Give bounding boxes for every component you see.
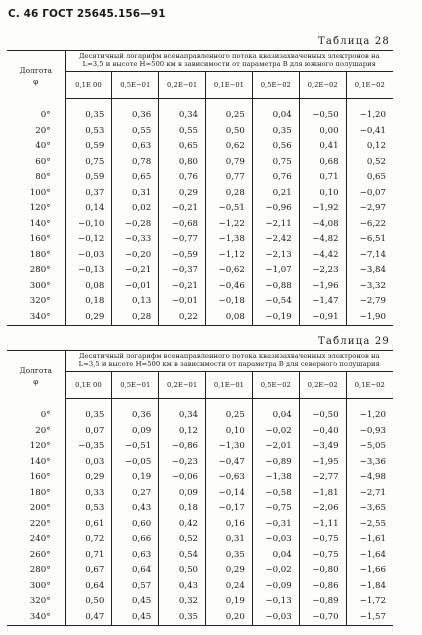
value-cell: 0,09 xyxy=(159,486,206,502)
value-cell: 0,12 xyxy=(159,424,206,440)
value-cell: −0,75 xyxy=(299,532,346,548)
value-cell: 0,00 xyxy=(299,124,346,140)
longitude-cell: 140° xyxy=(29,218,51,229)
value-cell: 0,77 xyxy=(206,170,253,186)
value-cell: 0,50 xyxy=(159,563,206,579)
value-cell: −0,21 xyxy=(159,279,206,295)
value-cell: −0,03 xyxy=(252,610,299,626)
value-cell: 0,50 xyxy=(65,594,112,610)
value-cell: 0,76 xyxy=(159,170,206,186)
table-row xyxy=(7,579,393,595)
value-cell: 0,35 xyxy=(252,124,299,140)
value-cell: 0,55 xyxy=(159,124,206,140)
table-row xyxy=(7,610,393,626)
table-row xyxy=(7,310,393,326)
value-cell: −0,68 xyxy=(159,217,206,233)
value-cell: 0,53 xyxy=(65,124,112,140)
value-cell: −1,72 xyxy=(346,594,393,610)
value-cell: 0,54 xyxy=(159,548,206,564)
value-cell: 0,64 xyxy=(65,579,112,595)
value-cell: −3,65 xyxy=(346,501,393,517)
value-cell: 0,33 xyxy=(65,486,112,502)
value-cell: −0,51 xyxy=(112,439,159,455)
value-cell: −0,35 xyxy=(65,439,112,455)
value-cell: −3,49 xyxy=(299,439,346,455)
value-cell: 0,50 xyxy=(206,124,253,140)
value-cell: −2,79 xyxy=(346,294,393,310)
value-cell: −1,11 xyxy=(299,517,346,533)
value-cell: −0,58 xyxy=(252,486,299,502)
value-cell: −0,18 xyxy=(206,294,253,310)
longitude-cell: 100° xyxy=(29,187,51,198)
longitude-cell: 320° xyxy=(29,596,51,607)
value-cell: 0,68 xyxy=(299,155,346,171)
value-cell: −0,28 xyxy=(112,217,159,233)
value-cell: −0,19 xyxy=(252,310,299,326)
value-cell: −4,82 xyxy=(299,232,346,248)
value-cell: 0,14 xyxy=(65,201,112,217)
longitude-header xyxy=(7,51,65,99)
longitude-cell: 160° xyxy=(29,234,51,245)
value-cell: 0,31 xyxy=(206,532,253,548)
value-cell: −2,55 xyxy=(346,517,393,533)
value-cell: −0,37 xyxy=(159,263,206,279)
value-cell: −0,75 xyxy=(299,548,346,564)
value-cell: −1,61 xyxy=(346,532,393,548)
value-cell: −0,93 xyxy=(346,424,393,440)
value-cell: −0,13 xyxy=(252,594,299,610)
value-cell: −2,42 xyxy=(252,232,299,248)
value-cell: 0,55 xyxy=(112,124,159,140)
value-cell: 0,66 xyxy=(112,532,159,548)
value-cell: −0,33 xyxy=(112,232,159,248)
page-header: С. 46 ГОСТ 25645.156—91 xyxy=(8,8,166,20)
value-cell: −1,07 xyxy=(252,263,299,279)
value-cell: −1,96 xyxy=(299,279,346,295)
value-cell: −4,42 xyxy=(299,248,346,264)
value-cell: −1,90 xyxy=(346,310,393,326)
value-cell: −0,21 xyxy=(159,201,206,217)
table-row xyxy=(7,217,393,233)
value-cell: −0,63 xyxy=(206,470,253,486)
value-cell: 0,21 xyxy=(252,186,299,202)
column-header: 0,2E−01 xyxy=(159,72,206,99)
value-cell: −0,21 xyxy=(112,263,159,279)
value-cell: 0,20 xyxy=(206,610,253,626)
value-cell: 0,28 xyxy=(206,186,253,202)
longitude-cell: 20° xyxy=(35,425,51,436)
value-cell: 0,04 xyxy=(252,399,299,424)
value-cell: −0,05 xyxy=(112,455,159,471)
column-header: 0,5E−01 xyxy=(112,372,159,399)
value-cell: 0,35 xyxy=(206,548,253,564)
value-cell: −0,03 xyxy=(252,532,299,548)
value-cell: −0,09 xyxy=(252,579,299,595)
value-cell: −0,75 xyxy=(252,501,299,517)
value-cell: −0,23 xyxy=(159,455,206,471)
value-cell: −1,95 xyxy=(299,455,346,471)
value-cell: 0,07 xyxy=(65,424,112,440)
value-cell: −0,47 xyxy=(206,455,253,471)
table-row xyxy=(7,439,393,455)
value-cell: −0,07 xyxy=(346,186,393,202)
value-cell: 0,43 xyxy=(112,501,159,517)
value-cell: 0,45 xyxy=(112,594,159,610)
value-cell: −0,86 xyxy=(299,579,346,595)
column-header: 0,1E 00 xyxy=(65,372,112,399)
value-cell: 0,67 xyxy=(65,563,112,579)
table-row xyxy=(7,532,393,548)
value-cell: −1,30 xyxy=(206,439,253,455)
longitude-cell: 200° xyxy=(29,503,51,514)
value-cell: 0,75 xyxy=(65,155,112,171)
longitude-cell: 0° xyxy=(40,409,51,420)
longitude-cell: 0° xyxy=(40,109,51,120)
value-cell: 0,12 xyxy=(346,139,393,155)
value-cell: −0,59 xyxy=(159,248,206,264)
value-cell: −1,20 xyxy=(346,399,393,424)
value-cell: −0,50 xyxy=(299,99,346,124)
value-cell: 0,35 xyxy=(65,399,112,424)
value-cell: −0,86 xyxy=(159,439,206,455)
value-cell: 0,62 xyxy=(206,139,253,155)
value-cell: 0,29 xyxy=(65,310,112,326)
table-row xyxy=(7,186,393,202)
longitude-cell: 80° xyxy=(35,172,51,183)
value-cell: −1,38 xyxy=(252,470,299,486)
longitude-cell: 140° xyxy=(29,456,51,467)
value-cell: −0,80 xyxy=(299,563,346,579)
longitude-cell: 180° xyxy=(29,249,51,260)
value-cell: −0,13 xyxy=(65,263,112,279)
value-cell: 0,29 xyxy=(65,470,112,486)
column-header: 0,5E−01 xyxy=(112,72,159,99)
value-cell: 0,45 xyxy=(112,610,159,626)
value-cell: −0,62 xyxy=(206,263,253,279)
value-cell: 0,42 xyxy=(159,517,206,533)
value-cell: −0,91 xyxy=(299,310,346,326)
value-cell: 0,65 xyxy=(112,170,159,186)
value-cell: −1,20 xyxy=(346,99,393,124)
value-cell: 0,27 xyxy=(112,486,159,502)
longitude-cell: 120° xyxy=(29,203,51,214)
value-cell: 0,52 xyxy=(346,155,393,171)
longitude-header-symbol: φ xyxy=(33,377,39,386)
table-row xyxy=(7,563,393,579)
value-cell: −1,47 xyxy=(299,294,346,310)
value-cell: −0,02 xyxy=(252,424,299,440)
value-cell: 0,60 xyxy=(112,517,159,533)
column-header: 0,1E−01 xyxy=(206,72,253,99)
value-cell: 0,24 xyxy=(206,579,253,595)
value-cell: −0,51 xyxy=(206,201,253,217)
value-cell: 0,35 xyxy=(159,610,206,626)
longitude-cell: 180° xyxy=(29,487,51,498)
value-cell: −2,11 xyxy=(252,217,299,233)
value-cell: −0,89 xyxy=(299,594,346,610)
value-cell: 0,35 xyxy=(65,99,112,124)
value-cell: 0,09 xyxy=(112,424,159,440)
value-cell: 0,32 xyxy=(159,594,206,610)
table-row xyxy=(7,517,393,533)
table-28 xyxy=(7,50,393,326)
value-cell: 0,36 xyxy=(112,399,159,424)
value-cell: −1,38 xyxy=(206,232,253,248)
table-28-body xyxy=(7,99,393,326)
value-cell: 0,08 xyxy=(65,279,112,295)
value-cell: 0,47 xyxy=(65,610,112,626)
table-row xyxy=(7,486,393,502)
table-row xyxy=(7,424,393,440)
value-cell: 0,22 xyxy=(159,310,206,326)
value-cell: −0,14 xyxy=(206,486,253,502)
value-cell: 0,10 xyxy=(206,424,253,440)
table-28-title: Таблица 28 xyxy=(318,36,390,47)
value-cell: 0,63 xyxy=(112,548,159,564)
value-cell: 0,65 xyxy=(346,170,393,186)
longitude-cell: 220° xyxy=(29,518,51,529)
value-cell: 0,19 xyxy=(206,594,253,610)
table-row xyxy=(7,279,393,295)
value-cell: 0,75 xyxy=(252,155,299,171)
value-cell: 0,28 xyxy=(112,310,159,326)
longitude-cell: 300° xyxy=(29,280,51,291)
table-row xyxy=(7,294,393,310)
value-cell: −0,01 xyxy=(159,294,206,310)
value-cell: −0,70 xyxy=(299,610,346,626)
value-cell: −2,13 xyxy=(252,248,299,264)
table-29-column-headers xyxy=(7,372,393,399)
column-header: 0,1E−01 xyxy=(206,372,253,399)
value-cell: 0,18 xyxy=(65,294,112,310)
value-cell: −1,66 xyxy=(346,563,393,579)
longitude-cell: 320° xyxy=(29,296,51,307)
value-cell: 0,19 xyxy=(112,470,159,486)
value-cell: −6,51 xyxy=(346,232,393,248)
column-header: 0,5E−02 xyxy=(252,372,299,399)
table-row xyxy=(7,232,393,248)
longitude-cell: 280° xyxy=(29,265,51,276)
value-cell: −0,02 xyxy=(252,563,299,579)
table-row xyxy=(7,470,393,486)
table-row xyxy=(7,99,393,124)
column-header: 0,2E−02 xyxy=(299,72,346,99)
table-row xyxy=(7,248,393,264)
value-cell: −7,14 xyxy=(346,248,393,264)
value-cell: −1,22 xyxy=(206,217,253,233)
value-cell: −6,22 xyxy=(346,217,393,233)
table-row xyxy=(7,170,393,186)
table-row xyxy=(7,124,393,140)
value-cell: −1,81 xyxy=(299,486,346,502)
value-cell: −3,32 xyxy=(346,279,393,295)
longitude-cell: 20° xyxy=(35,125,51,136)
value-cell: 0,34 xyxy=(159,99,206,124)
value-cell: −0,77 xyxy=(159,232,206,248)
table-29-body xyxy=(7,399,393,626)
value-cell: 0,57 xyxy=(112,579,159,595)
value-cell: 0,04 xyxy=(252,99,299,124)
value-cell: 0,25 xyxy=(206,399,253,424)
table-row xyxy=(7,201,393,217)
value-cell: −0,17 xyxy=(206,501,253,517)
table-row xyxy=(7,501,393,517)
value-cell: 0,34 xyxy=(159,399,206,424)
longitude-cell: 160° xyxy=(29,472,51,483)
value-cell: −0,40 xyxy=(299,424,346,440)
longitude-cell: 300° xyxy=(29,580,51,591)
table-28-caption: Десятичный логарифм всенаправленного потока квазизахваченных электронов на L=3,5 и высоте H=500 км в зависимости от параметра B для южного полушария xyxy=(65,51,393,72)
value-cell: 0,79 xyxy=(206,155,253,171)
table-row xyxy=(7,263,393,279)
longitude-cell: 260° xyxy=(29,549,51,560)
value-cell: −1,84 xyxy=(346,579,393,595)
column-header: 0,1E−02 xyxy=(346,72,393,99)
value-cell: −3,36 xyxy=(346,455,393,471)
value-cell: 0,59 xyxy=(65,139,112,155)
value-cell: −0,96 xyxy=(252,201,299,217)
longitude-header xyxy=(7,351,65,399)
value-cell: 0,13 xyxy=(112,294,159,310)
longitude-cell: 120° xyxy=(29,441,51,452)
value-cell: 0,71 xyxy=(299,170,346,186)
value-cell: −0,50 xyxy=(299,399,346,424)
table-row xyxy=(7,155,393,171)
value-cell: 0,03 xyxy=(65,455,112,471)
value-cell: −0,31 xyxy=(252,517,299,533)
value-cell: −1,64 xyxy=(346,548,393,564)
value-cell: 0,56 xyxy=(252,139,299,155)
value-cell: 0,76 xyxy=(252,170,299,186)
longitude-cell: 60° xyxy=(35,156,51,167)
value-cell: 0,37 xyxy=(65,186,112,202)
value-cell: −0,88 xyxy=(252,279,299,295)
value-cell: 0,36 xyxy=(112,99,159,124)
column-header: 0,1E−02 xyxy=(346,372,393,399)
value-cell: 0,78 xyxy=(112,155,159,171)
value-cell: 0,80 xyxy=(159,155,206,171)
value-cell: −0,46 xyxy=(206,279,253,295)
value-cell: 0,64 xyxy=(112,563,159,579)
value-cell: 0,31 xyxy=(112,186,159,202)
value-cell: −0,03 xyxy=(65,248,112,264)
value-cell: 0,63 xyxy=(112,139,159,155)
value-cell: −2,71 xyxy=(346,486,393,502)
table-29 xyxy=(7,350,393,626)
value-cell: −4,98 xyxy=(346,470,393,486)
value-cell: 0,02 xyxy=(112,201,159,217)
longitude-cell: 340° xyxy=(7,610,65,626)
value-cell: −0,41 xyxy=(346,124,393,140)
value-cell: 0,52 xyxy=(159,532,206,548)
value-cell: 0,61 xyxy=(65,517,112,533)
longitude-cell: 40° xyxy=(35,141,51,152)
value-cell: −2,06 xyxy=(299,501,346,517)
value-cell: 0,71 xyxy=(65,548,112,564)
value-cell: −2,97 xyxy=(346,201,393,217)
value-cell: −2,01 xyxy=(252,439,299,455)
value-cell: 0,65 xyxy=(159,139,206,155)
table-row xyxy=(7,548,393,564)
value-cell: 0,29 xyxy=(206,563,253,579)
value-cell: −5,05 xyxy=(346,439,393,455)
value-cell: 0,08 xyxy=(206,310,253,326)
value-cell: −2,77 xyxy=(299,470,346,486)
value-cell: 0,29 xyxy=(159,186,206,202)
column-header: 0,5E−02 xyxy=(252,72,299,99)
table-row xyxy=(7,455,393,471)
value-cell: 0,72 xyxy=(65,532,112,548)
longitude-cell: 280° xyxy=(29,565,51,576)
value-cell: 0,18 xyxy=(159,501,206,517)
longitude-header-label: Долгота xyxy=(19,366,52,375)
value-cell: 0,41 xyxy=(299,139,346,155)
longitude-header-symbol: φ xyxy=(33,77,39,86)
value-cell: −1,57 xyxy=(346,610,393,626)
value-cell: 0,04 xyxy=(252,548,299,564)
value-cell: 0,43 xyxy=(159,579,206,595)
value-cell: −0,01 xyxy=(112,279,159,295)
value-cell: −0,89 xyxy=(252,455,299,471)
column-header: 0,2E−01 xyxy=(159,372,206,399)
value-cell: −0,10 xyxy=(65,217,112,233)
column-header: 0,2E−02 xyxy=(299,372,346,399)
longitude-cell: 240° xyxy=(29,534,51,545)
table-29-title: Таблица 29 xyxy=(318,336,390,347)
value-cell: −0,54 xyxy=(252,294,299,310)
value-cell: 0,16 xyxy=(206,517,253,533)
value-cell: 0,25 xyxy=(206,99,253,124)
value-cell: 0,59 xyxy=(65,170,112,186)
value-cell: −1,92 xyxy=(299,201,346,217)
value-cell: −3,84 xyxy=(346,263,393,279)
longitude-cell: 340° xyxy=(7,310,65,326)
value-cell: −1,12 xyxy=(206,248,253,264)
table-row xyxy=(7,139,393,155)
longitude-header-label: Долгота xyxy=(19,66,52,75)
value-cell: −0,20 xyxy=(112,248,159,264)
value-cell: 0,53 xyxy=(65,501,112,517)
value-cell: −2,23 xyxy=(299,263,346,279)
value-cell: 0,10 xyxy=(299,186,346,202)
table-28-column-headers xyxy=(7,72,393,99)
table-29-caption: Десятичный логарифм всенаправленного потока квазизахваченных электронов на L=3,5 и высоте H=500 км в зависимости от параметра B для северного полушария xyxy=(65,351,393,372)
table-row xyxy=(7,399,393,424)
value-cell: −4,08 xyxy=(299,217,346,233)
value-cell: −0,06 xyxy=(159,470,206,486)
value-cell: −0,12 xyxy=(65,232,112,248)
column-header: 0,1E 00 xyxy=(65,72,112,99)
table-row xyxy=(7,594,393,610)
